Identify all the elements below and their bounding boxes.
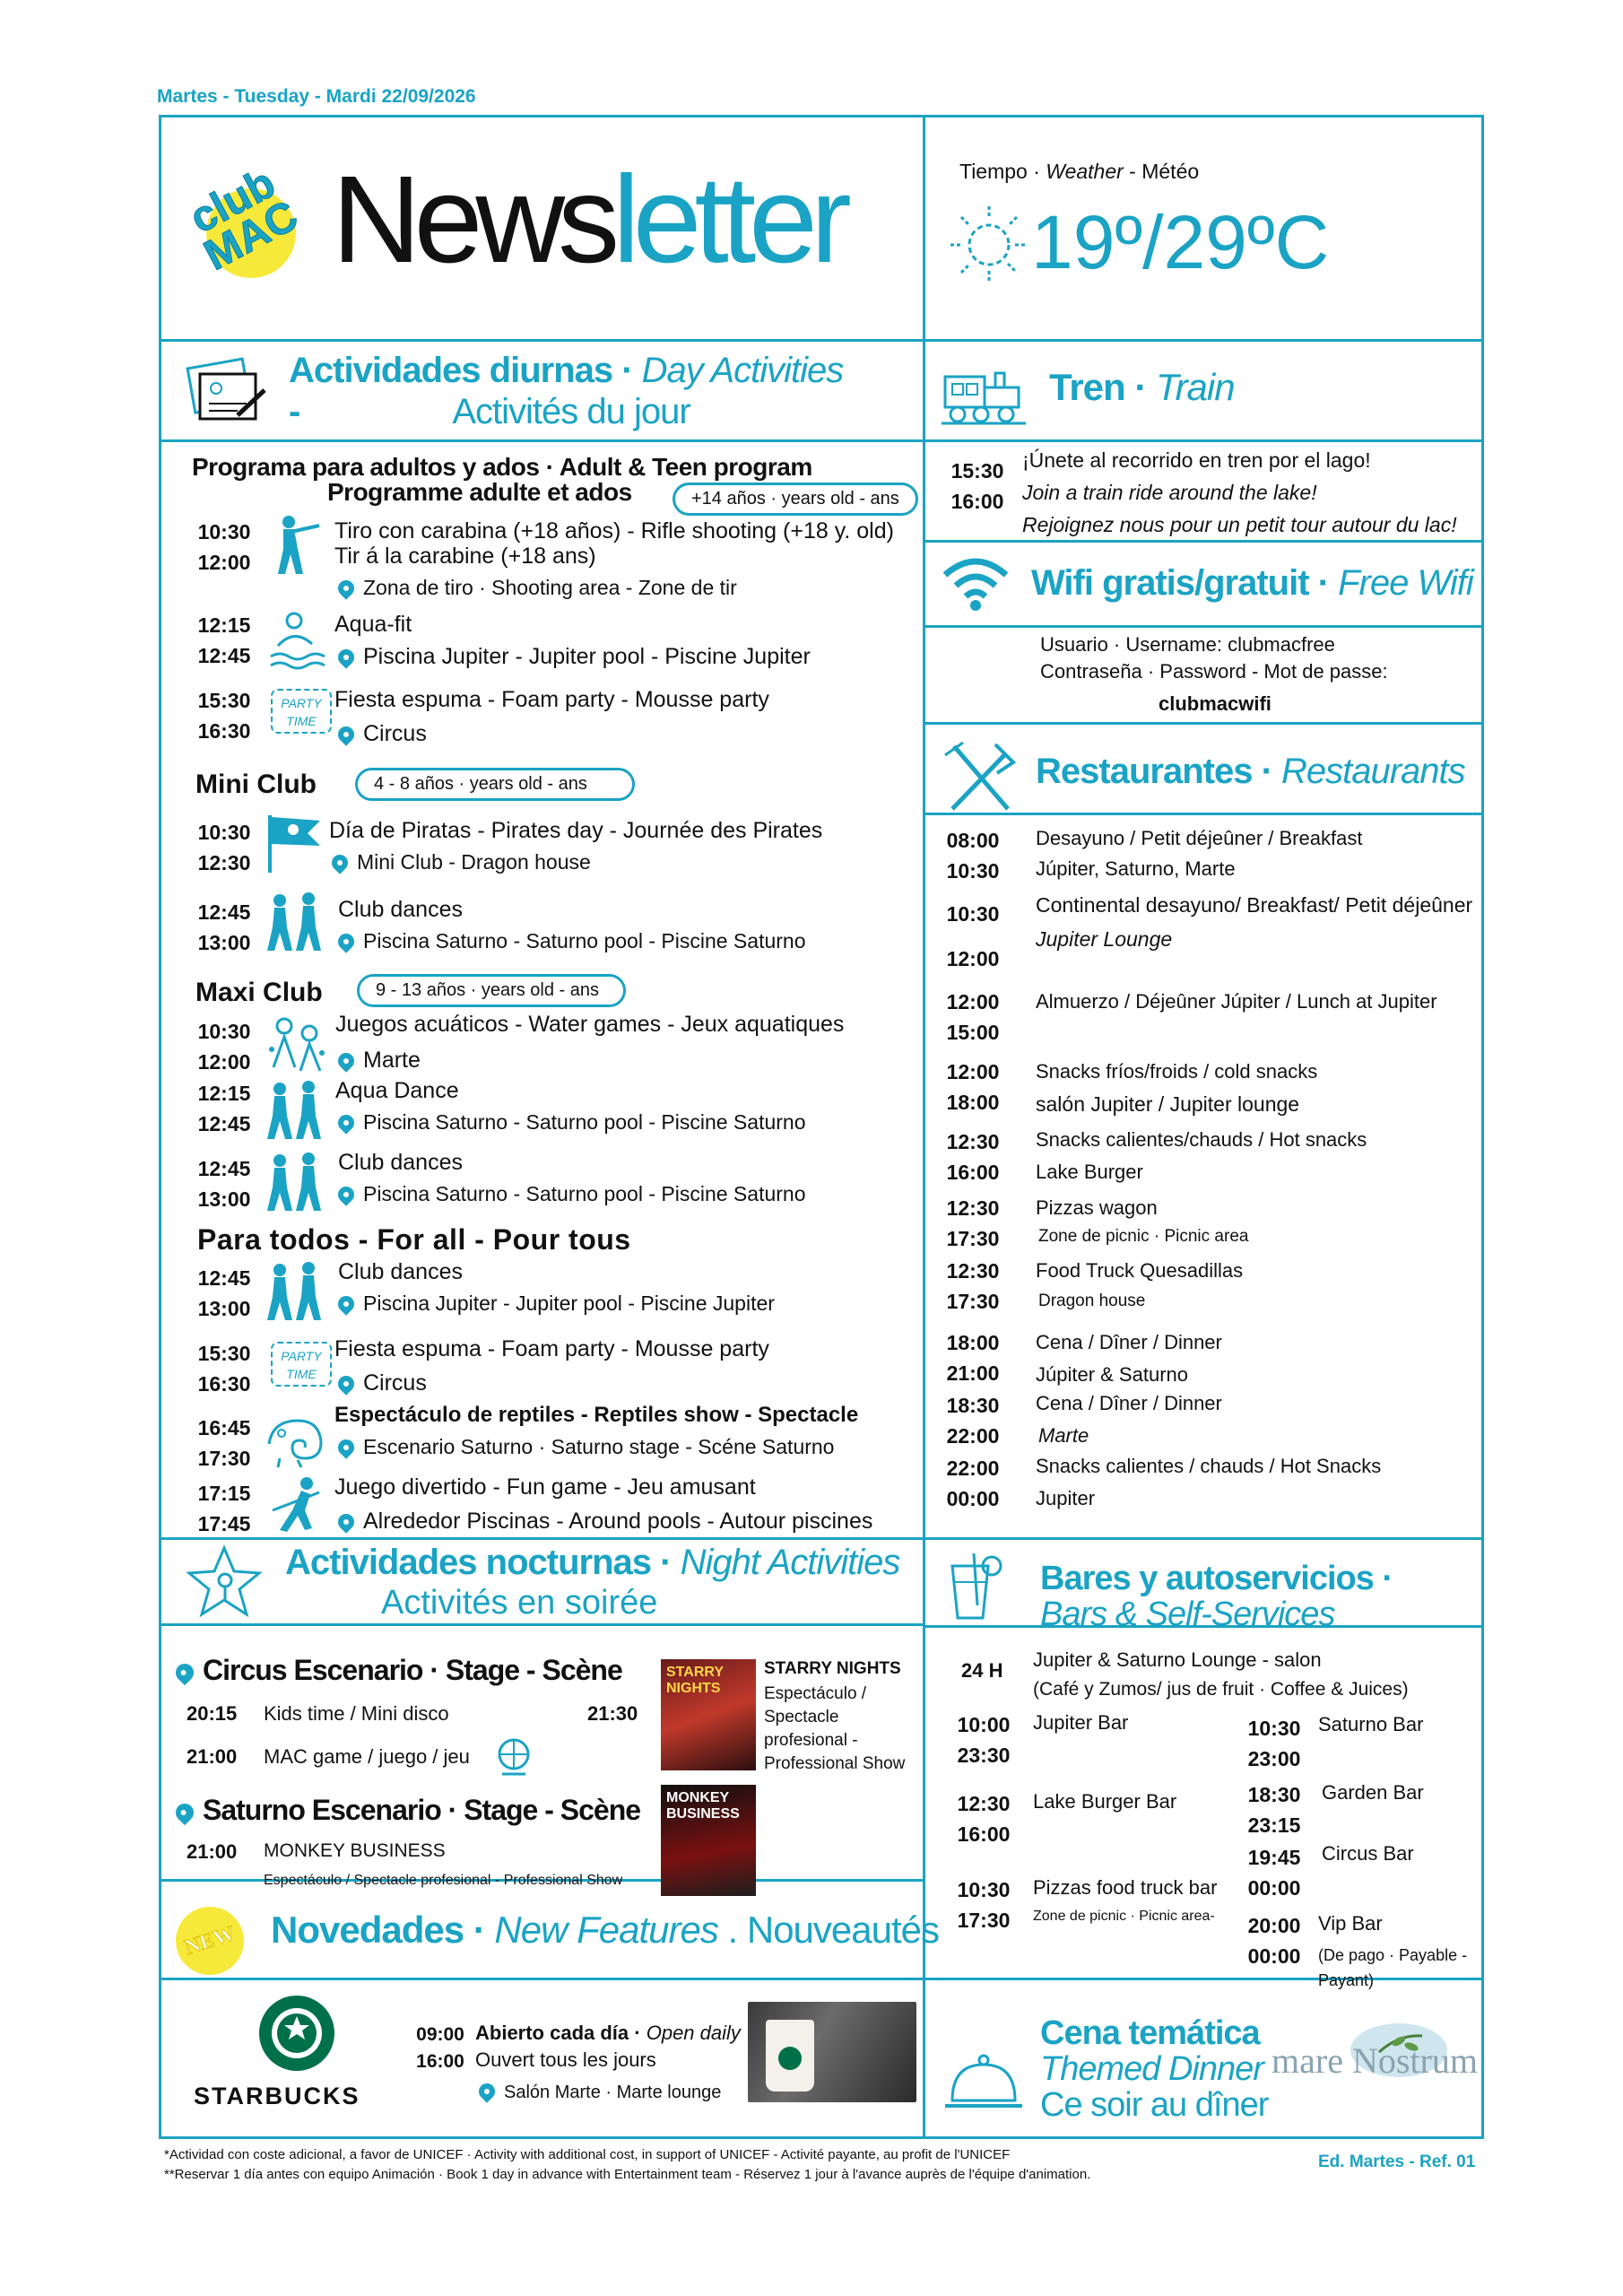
bar-r1-name: Saturno Bar	[1318, 1713, 1424, 1735]
location-pin-icon	[334, 577, 357, 599]
wifi-icon	[940, 552, 1011, 614]
divider-wifi-body	[923, 625, 1484, 628]
mare-nostrum-logo: mare Nostrum	[1264, 2016, 1453, 2106]
bar-r3-name: Circus Bar	[1322, 1842, 1414, 1865]
weather-label: Tiempo · Weather - Météo	[959, 160, 1200, 183]
rest-1-l2: Júpiter, Saturno, Marte	[1036, 857, 1236, 880]
maxi-1-name: Juegos acuáticos - Water games - Jeux aquatiques	[335, 1012, 845, 1037]
wifi-title: Wifi gratis/gratuit · Free Wifi	[1031, 563, 1473, 603]
location-pin-icon	[334, 1436, 357, 1458]
pirate-flag-icon	[263, 812, 325, 874]
mini-1-name: Día de Piratas - Pirates day - Journée des Pirates	[329, 818, 823, 843]
rest-7-l2: Dragon house	[1038, 1292, 1146, 1310]
bars-title: Bares y autoservicios · Bars & Self-Services	[1040, 1560, 1393, 1633]
rest-1-time: 08:00 10:30	[946, 829, 1000, 883]
rest-3-l1: Almuerzo / Déjeûner Júpiter / Lunch at Jupiter	[1036, 990, 1437, 1013]
rest-4-l1: Snacks fríos/froids / cold snacks	[1036, 1060, 1318, 1083]
fun-game-icon	[265, 1474, 325, 1534]
bar-r3-time: 19:45 00:00	[1247, 1846, 1301, 1900]
rest-4-time: 12:00 18:00	[946, 1060, 1000, 1114]
day-activities-title: Actividades diurnas · Day Activities - Activités du jour	[289, 351, 844, 431]
location-pin-icon	[334, 1510, 357, 1533]
divider-day-head	[159, 439, 923, 442]
chameleon-icon	[262, 1408, 328, 1471]
rest-5-l1: Snacks calientes/chauds / Hot snacks	[1036, 1128, 1367, 1151]
themed-dinner-en: Themed Dinner	[1040, 2050, 1263, 2088]
saturno-stage-title: Saturno Escenario · Stage - Scène	[176, 1794, 640, 1827]
rest-2-l2: Jupiter Lounge	[1036, 927, 1173, 951]
themed-dinner-fr: Ce soir au dîner	[1040, 2086, 1269, 2124]
maxi-club-pill: 9 - 13 años · years old - ans	[357, 974, 626, 1007]
location-pin-icon	[334, 1049, 357, 1072]
rest-7-time: 12:30 17:30	[946, 1259, 1000, 1313]
maxi-3-name: Club dances	[338, 1150, 463, 1175]
starbucks-location: Salón Marte · Marte lounge	[479, 2083, 721, 2103]
rest-2-time: 10:30 12:00	[946, 902, 1000, 970]
new-badge: NEW	[167, 1898, 253, 1984]
column-divider	[923, 115, 925, 2139]
sun-icon	[949, 204, 1029, 285]
location-pin-icon	[334, 930, 357, 952]
for-all-title: Para todos - For all - Pour tous	[197, 1223, 631, 1256]
adult-1-name-fr: Tir á la carabine (+18 ans)	[334, 544, 596, 569]
wifi-password-value: clubmacwifi	[1159, 692, 1271, 715]
bar-l3-name: Pizzas food truck bar	[1033, 1876, 1218, 1899]
rest-2-l1: Continental desayuno/ Breakfast/ Petit déjeûner	[1036, 893, 1473, 917]
divider-train-head	[923, 439, 1484, 442]
rest-9-l1: Cena / Dîner / Dinner	[1036, 1392, 1222, 1414]
location-pin-icon	[334, 723, 357, 745]
forall-2-name: Fiesta espuma - Foam party - Mousse party	[334, 1336, 769, 1361]
adult-2-location: Piscina Jupiter - Jupiter pool - Piscine Jupiter	[338, 644, 811, 670]
starry-nights-title: STARRY NIGHTS	[764, 1659, 901, 1678]
dancers-icon	[264, 1152, 326, 1214]
bar-l3-time: 10:30 17:30	[957, 1878, 1011, 1932]
adult-3-name: Fiesta espuma - Foam party - Mousse party	[334, 687, 769, 712]
footnote-2: **Reservar 1 día antes con equipo Animación · Book 1 day in advance with Entertainment team - Réservez 1 jour à l'avance auprès de l'équipe d'animation.	[164, 2167, 1091, 2182]
forall-4-name: Juego divertido - Fun game - Jeu amusant	[334, 1474, 756, 1500]
rest-10-time: 22:00 00:00	[946, 1457, 1000, 1510]
adult-program-title-fr: Programme adulte et ados	[327, 478, 632, 506]
train-icon	[940, 357, 1029, 429]
rest-3-time: 12:00 15:00	[946, 990, 1000, 1044]
rest-6-time: 12:30 17:30	[946, 1196, 1000, 1250]
divider-restaurant	[923, 722, 1484, 725]
date-line: Martes - Tuesday - Mardi 22/09/2026	[157, 86, 476, 107]
starry-nights-description: Espectáculo / Spectacle profesional - Professional Show	[764, 1684, 906, 1773]
rest-7-l1: Food Truck Quesadillas	[1036, 1259, 1244, 1282]
mini-1-time: 10:30 12:30	[197, 821, 251, 874]
mini-2-name: Club dances	[338, 897, 463, 922]
train-line-fr: Rejoignez nous pour un petit tour autour du lac!	[1022, 513, 1457, 536]
bar-24h: 24 H	[961, 1659, 1003, 1682]
dancers-icon	[264, 1261, 326, 1324]
location-pin-icon	[334, 1292, 357, 1315]
bar-l1-name: Jupiter Bar	[1033, 1711, 1129, 1734]
mini-club-pill: 4 - 8 años · years old - ans	[355, 768, 635, 801]
adult-1-name: Tiro con carabina (+18 años) - Rifle shooting (+18 y. old)	[334, 518, 894, 544]
star-microphone-icon	[184, 1544, 265, 1618]
dancers-icon	[264, 1080, 326, 1143]
bar-r4-name: Vip Bar	[1318, 1912, 1383, 1935]
maxi-3-time: 12:45 13:00	[197, 1157, 251, 1211]
starbucks-logo	[256, 1993, 337, 2074]
forall-1-time: 12:45 13:00	[197, 1266, 251, 1320]
adult-age-pill: +14 años · years old - ans	[673, 483, 918, 516]
maxi-1-location: Marte	[338, 1048, 421, 1074]
cocktail-icon	[942, 1552, 1004, 1622]
train-title: Tren · Train	[1049, 366, 1235, 408]
rest-8-l1: Cena / Dîner / Dinner	[1036, 1331, 1222, 1353]
divider-night	[159, 1537, 1484, 1540]
adult-3-time: 15:30 16:30	[197, 689, 251, 743]
restaurants-title: Restaurantes · Restaurants	[1036, 752, 1465, 791]
forall-3-name: Espectáculo de reptiles - Reptiles show - Spectacle	[334, 1403, 859, 1427]
bar-r2-name: Garden Bar	[1322, 1781, 1424, 1804]
location-pin-icon	[334, 1372, 357, 1395]
bar-l1-time: 10:00 23:30	[957, 1713, 1011, 1767]
adult-program-title: Programa para adultos y ados · Adult & Teen program	[192, 453, 812, 481]
train-time: 15:30 16:00	[950, 459, 1004, 513]
night-activities-title-fr: Activités en soirée	[381, 1584, 658, 1622]
adult-2-time: 12:15 12:45	[197, 613, 251, 667]
aquafit-icon	[267, 610, 330, 673]
forall-2-time: 15:30 16:30	[197, 1342, 251, 1396]
maxi-2-time: 12:15 12:45	[197, 1082, 251, 1135]
night-activities-title: Actividades nocturnas · Night Activities	[285, 1543, 900, 1582]
train-line-en: Join a train ride around the lake!	[1022, 481, 1317, 504]
bingo-globe-icon	[493, 1736, 534, 1778]
circus-1-time2: 21:30	[587, 1702, 638, 1725]
forall-1-location: Piscina Jupiter - Jupiter pool - Piscine Jupiter	[338, 1292, 775, 1316]
bar-r2-time: 18:30 23:15	[1247, 1783, 1301, 1837]
mini-2-time: 12:45 13:00	[197, 900, 251, 954]
themed-dinner-es: Cena temática	[1040, 2014, 1260, 2052]
drawing-activities-icon	[184, 354, 269, 430]
rest-6-l1: Pizzas wagon	[1036, 1196, 1158, 1219]
party-time-icon: PARTY TIME	[271, 689, 332, 734]
forall-3-location: Escenario Saturno · Saturno stage - Scéne Saturno	[338, 1435, 834, 1459]
divider-header	[159, 339, 1484, 342]
location-pin-icon	[172, 1800, 197, 1825]
mini-2-location: Piscina Saturno - Saturno pool - Piscine Saturno	[338, 929, 806, 953]
bar-r4-sub: (De pago · Payable - Payant)	[1318, 1946, 1468, 1989]
maxi-2-location: Piscina Saturno - Saturno pool - Piscine Saturno	[338, 1110, 806, 1135]
rest-4-l2: salón Jupiter / Jupiter lounge	[1036, 1092, 1300, 1116]
divider-night-body	[159, 1623, 923, 1626]
starbucks-open: Abierto cada día · Open daily	[475, 2022, 741, 2044]
maxi-2-name: Aqua Dance	[335, 1078, 459, 1103]
monkey-business-poster: MONKEY BUSINESS	[661, 1785, 756, 1896]
rest-9-time: 18:30 22:00	[946, 1394, 1000, 1448]
circus-2-time: 21:00	[187, 1745, 238, 1768]
maxi-club-title: Maxi Club	[195, 978, 323, 1007]
forall-2-location: Circus	[338, 1370, 427, 1396]
location-pin-icon	[334, 646, 357, 668]
bar-r1-time: 10:30 23:00	[1247, 1717, 1301, 1770]
adult-2-name: Aqua-fit	[334, 612, 412, 637]
temperature: 19º/29ºC	[1031, 200, 1330, 284]
adult-3-location: Circus	[338, 721, 427, 747]
rest-8-l2: Júpiter & Saturno	[1036, 1363, 1188, 1386]
mini-1-location: Mini Club - Dragon house	[332, 850, 591, 874]
rest-8-time: 18:00 21:00	[946, 1331, 1000, 1385]
bar-lounge: Jupiter & Saturno Lounge - salon	[1033, 1648, 1322, 1671]
divider-wifi	[923, 540, 1484, 543]
rest-6-l2: Zone de picnic · Picnic area	[1038, 1227, 1249, 1246]
adult-1-location: Zona de tiro · Shooting area - Zone de tir	[338, 576, 737, 600]
forall-3-time: 16:45 17:30	[197, 1416, 251, 1470]
maxi-1-time: 10:30 12:00	[197, 1020, 251, 1074]
bar-l3-sub: Zone de picnic · Picnic area-	[1033, 1909, 1215, 1924]
wifi-password-label: Contraseña · Password - Mot de passe:	[1040, 660, 1388, 683]
location-pin-icon	[475, 2080, 498, 2102]
maxi-3-location: Piscina Saturno - Saturno pool - Piscine Saturno	[338, 1182, 806, 1206]
club-mac-logo: club MAC	[182, 159, 306, 281]
divider-bottom	[159, 1978, 1484, 1980]
starbucks-wordmark: STARBUCKS	[194, 2083, 360, 2109]
saturno-1-name: MONKEY BUSINESS	[264, 1840, 446, 1861]
circus-1-name: Kids time / Mini disco	[264, 1702, 449, 1725]
saturno-1-time: 21:00	[187, 1840, 238, 1863]
bar-l2-name: Lake Burger Bar	[1033, 1790, 1177, 1813]
location-pin-icon	[328, 851, 351, 874]
location-pin-icon	[334, 1111, 357, 1134]
wifi-username: Usuario · Username: clubmacfree	[1040, 633, 1335, 656]
circus-2-name: MAC game / juego / jeu	[264, 1745, 470, 1768]
rest-1-l1: Desayuno / Petit déjeûner / Breakfast	[1036, 827, 1363, 849]
newsletter-title: Newsletter	[332, 151, 845, 289]
adult-1-time: 10:30 12:00	[197, 520, 251, 574]
mini-club-title: Mini Club	[195, 770, 317, 799]
forall-4-time: 17:15 17:45	[197, 1482, 251, 1535]
fork-knife-icon	[942, 737, 1020, 816]
location-pin-icon	[172, 1660, 197, 1685]
edition-ref: Ed. Martes - Ref. 01	[1318, 2152, 1476, 2171]
starbucks-photo	[748, 2002, 916, 2102]
circus-stage-title: Circus Escenario · Stage - Scène	[176, 1654, 622, 1687]
location-pin-icon	[334, 1183, 357, 1205]
rest-5-l2: Lake Burger	[1036, 1161, 1143, 1183]
bar-l2-time: 12:30 16:00	[957, 1792, 1011, 1846]
rest-10-l2: Jupiter	[1036, 1487, 1096, 1509]
starbucks-open-fr: Ouvert tous les jours	[475, 2048, 656, 2071]
water-games-icon	[265, 1013, 327, 1076]
forall-1-name: Club dances	[338, 1259, 463, 1284]
rest-9-l2: Marte	[1038, 1424, 1089, 1447]
train-line-es: ¡Únete al recorrido en tren por el lago!	[1022, 448, 1371, 472]
novedades-title: Novedades · New Features . Nouveautés	[271, 1909, 940, 1951]
party-time-icon: PARTY TIME	[271, 1342, 332, 1387]
rest-5-time: 12:30 16:00	[946, 1130, 1000, 1184]
bar-lounge-sub: (Café y Zumos/ jus de fruit · Coffee & Juices)	[1033, 1679, 1409, 1700]
bar-r4-time: 20:00 00:00	[1247, 1914, 1301, 1968]
circus-1-time: 20:15	[187, 1702, 238, 1725]
footnote-1: *Actividad con coste adicional, a favor de UNICEF · Activity with additional cost, in support of UNICEF - Activité payante, au profit de l'UNICEF	[164, 2147, 1011, 2162]
starbucks-time: 09:00 16:00	[416, 2024, 464, 2072]
rifle-shooter-icon	[267, 513, 321, 576]
dancers-icon	[264, 891, 326, 954]
starry-nights-poster: STARRY NIGHTS	[661, 1659, 756, 1770]
forall-4-location: Alrededor Piscinas - Around pools - Autour piscines	[338, 1509, 872, 1535]
rest-10-l1: Snacks calientes / chauds / Hot Snacks	[1036, 1455, 1382, 1477]
saturno-1-sub: Espectáculo / Spectacle profesional - Professional Show	[264, 1873, 623, 1888]
cloche-icon	[943, 2052, 1024, 2117]
